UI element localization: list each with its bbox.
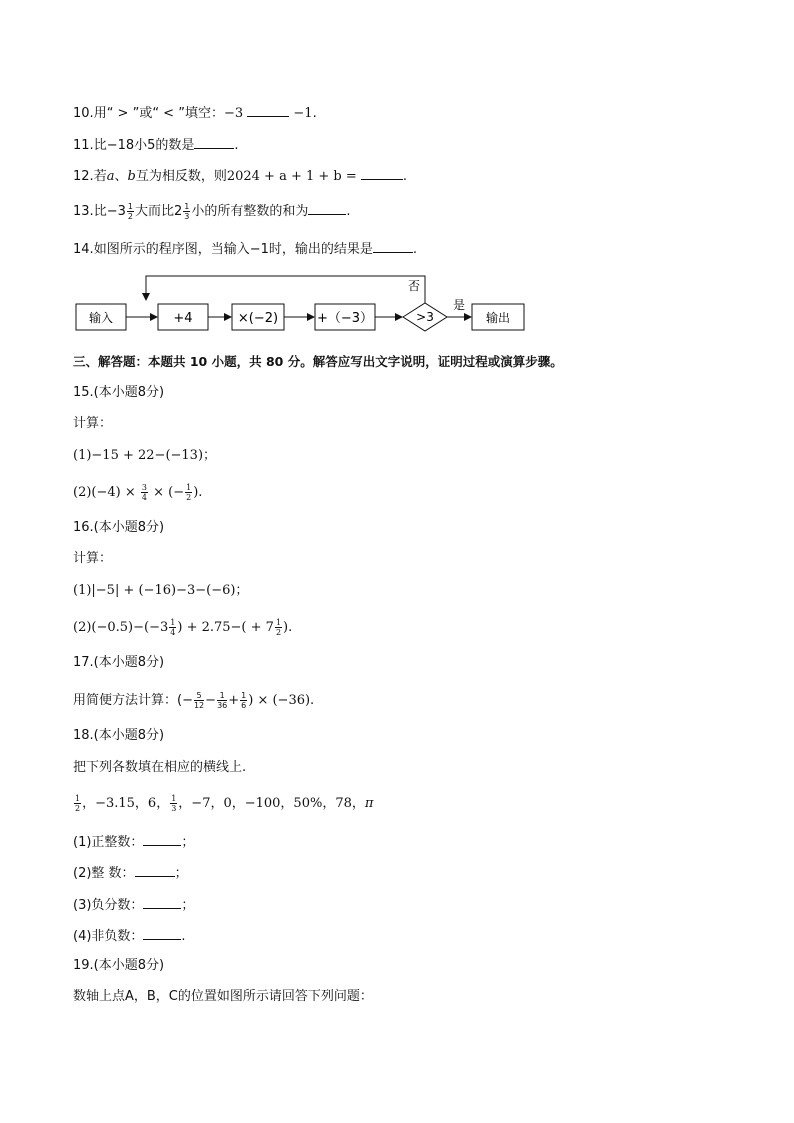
denominator: 12 bbox=[193, 701, 205, 710]
numerator: 5 bbox=[194, 691, 204, 701]
question-text: 如图所示的程序图，当输入−1时，输出的结果是 bbox=[93, 242, 373, 257]
fraction bbox=[185, 483, 192, 502]
answer-blank[interactable] bbox=[308, 201, 346, 215]
numerator: 1 bbox=[241, 691, 247, 700]
question-number: 11. bbox=[73, 138, 94, 153]
math-expression: ). bbox=[283, 620, 293, 635]
question-text: 大而比2 bbox=[134, 204, 183, 219]
denominator: 2 bbox=[186, 493, 192, 502]
math-value: −1 bbox=[293, 106, 313, 121]
punctuation: . bbox=[312, 106, 317, 121]
question-14 bbox=[73, 239, 417, 259]
flow-yes-label: 是 bbox=[452, 298, 466, 312]
numerator: 1 bbox=[127, 202, 133, 211]
punctuation: 、 bbox=[114, 169, 128, 184]
punctuation: ； bbox=[181, 898, 195, 913]
punctuation: ； bbox=[174, 866, 188, 881]
answer-blank[interactable] bbox=[373, 239, 413, 253]
punctuation: . bbox=[412, 242, 417, 257]
question-18-item-3 bbox=[73, 895, 194, 915]
answer-blank[interactable] bbox=[247, 103, 289, 117]
answer-blank[interactable] bbox=[135, 863, 175, 877]
flow-no-label: 否 bbox=[407, 279, 421, 293]
math-expression: ) + 2.75−( + 7 bbox=[177, 620, 274, 635]
number-list-text: ，−3.15，6， bbox=[82, 796, 170, 811]
fraction bbox=[240, 691, 247, 710]
flow-condition-label: >3 bbox=[416, 310, 434, 324]
question-number: 10. bbox=[73, 106, 94, 121]
question-19-text: 数轴上点A，B，C的位置如图所示请回答下列问题： bbox=[73, 989, 373, 1004]
question-text: 用“ > ”或“ < ”填空： bbox=[93, 106, 224, 121]
question-18-instruction: 把下列各数填在相应的横线上. bbox=[73, 760, 247, 775]
question-15-header: 15.(本小题8分) bbox=[73, 385, 165, 400]
answer-blank[interactable] bbox=[143, 832, 181, 846]
numerator: 1 bbox=[275, 618, 282, 627]
numerator: 1 bbox=[186, 483, 192, 492]
denominator: 3 bbox=[171, 804, 177, 813]
flow-input-label: 输入 bbox=[88, 311, 114, 325]
fraction bbox=[170, 794, 177, 813]
question-number: 13. bbox=[73, 204, 94, 219]
punctuation: ； bbox=[181, 835, 195, 850]
question-18-item-2 bbox=[73, 863, 188, 883]
question-16-label: 计算： bbox=[73, 551, 113, 566]
denominator: 2 bbox=[127, 212, 133, 221]
question-12 bbox=[73, 166, 407, 186]
punctuation: . bbox=[181, 929, 186, 944]
question-18-item-4 bbox=[73, 926, 186, 946]
item-label: (3)负分数： bbox=[73, 898, 144, 913]
answer-blank[interactable] bbox=[143, 926, 181, 940]
denominator: 2 bbox=[75, 804, 81, 813]
question-text: 用简便方法计算：(− bbox=[73, 693, 193, 708]
denominator: 4 bbox=[170, 628, 176, 637]
question-13 bbox=[73, 201, 350, 221]
question-18-header: 18.(本小题8分) bbox=[73, 728, 165, 743]
numerator: 1 bbox=[217, 691, 227, 701]
math-variable: b bbox=[127, 169, 136, 184]
math-expression: (2)(−4) × bbox=[73, 485, 140, 500]
math-expression: 2024 + a + 1 + b = bbox=[226, 169, 357, 184]
math-value: −3 bbox=[223, 106, 244, 121]
denominator: 36 bbox=[217, 701, 228, 710]
fraction bbox=[275, 618, 282, 637]
numerator: 1 bbox=[171, 794, 177, 803]
question-number: 14. bbox=[73, 242, 94, 257]
math-expression: ) × (−36). bbox=[248, 693, 315, 708]
answer-blank[interactable] bbox=[143, 895, 181, 909]
numerator: 1 bbox=[184, 202, 190, 211]
fraction bbox=[194, 691, 204, 710]
denominator: 3 bbox=[184, 212, 190, 221]
flow-add4-label: +4 bbox=[173, 311, 193, 326]
question-11 bbox=[73, 135, 239, 155]
item-label: (1)正整数： bbox=[73, 835, 144, 850]
numerator: 1 bbox=[170, 618, 176, 627]
math-operator: − bbox=[205, 693, 217, 708]
math-expression: (2)(−0.5)−(−3 bbox=[73, 620, 169, 635]
flow-addneg3-label: +（−3） bbox=[316, 311, 374, 326]
number-list-text: ，−7，0，−100，50%，78， bbox=[178, 796, 365, 811]
answer-blank[interactable] bbox=[194, 135, 234, 149]
question-18-number-list bbox=[73, 794, 373, 813]
fraction bbox=[169, 618, 176, 637]
fraction bbox=[127, 202, 134, 221]
question-17-header: 17.(本小题8分) bbox=[73, 655, 165, 670]
math-expression: ). bbox=[193, 485, 203, 500]
denominator: 6 bbox=[241, 701, 247, 710]
flowchart-diagram bbox=[70, 270, 540, 340]
question-10 bbox=[73, 103, 317, 123]
section-heading: 三、解答题：本题共 10 小题，共 80 分。解答应写出文字说明，证明过程或演算步骤。 bbox=[73, 354, 563, 369]
numerator: 3 bbox=[141, 483, 147, 492]
question-16-part1: (1)|−5| + (−16)−3−(−6)； bbox=[73, 583, 249, 598]
question-15-part2 bbox=[73, 483, 202, 502]
question-19-header: 19.(本小题8分) bbox=[73, 958, 165, 973]
fraction bbox=[183, 202, 190, 221]
punctuation: . bbox=[346, 204, 351, 219]
item-label: (4)非负数： bbox=[73, 929, 144, 944]
fraction bbox=[74, 794, 81, 813]
question-text: 互为相反数，则 bbox=[135, 169, 227, 184]
punctuation: . bbox=[234, 138, 239, 153]
punctuation: . bbox=[402, 169, 408, 184]
numerator: 1 bbox=[75, 794, 81, 803]
question-15-part1: (1)−15 + 22−(−13)； bbox=[73, 448, 217, 463]
fraction bbox=[217, 691, 227, 710]
math-operator: + bbox=[228, 693, 240, 708]
question-text: 比−18小5的数是 bbox=[93, 138, 195, 153]
flow-output-label: 输出 bbox=[485, 311, 511, 325]
pi-symbol: π bbox=[364, 796, 374, 811]
question-18-item-1 bbox=[73, 832, 194, 852]
denominator: 4 bbox=[141, 493, 147, 502]
denominator: 2 bbox=[275, 628, 282, 637]
fraction bbox=[141, 483, 148, 502]
question-15-label: 计算： bbox=[73, 416, 113, 431]
item-label: (2)整 数： bbox=[73, 866, 135, 881]
math-variable: a bbox=[106, 169, 115, 184]
math-expression: × (− bbox=[148, 485, 185, 500]
answer-blank[interactable] bbox=[361, 166, 403, 180]
flow-multiply-label: ×(−2) bbox=[237, 311, 279, 326]
question-text: 比−3 bbox=[93, 204, 126, 219]
flow-loop-arrow bbox=[146, 276, 425, 303]
question-text: 若 bbox=[93, 169, 107, 184]
question-number: 12. bbox=[73, 169, 94, 184]
question-text: 小的所有整数的和为 bbox=[191, 204, 309, 219]
question-16-part2 bbox=[73, 618, 292, 637]
question-16-header: 16.(本小题8分) bbox=[73, 520, 165, 535]
question-17-body bbox=[73, 691, 314, 710]
